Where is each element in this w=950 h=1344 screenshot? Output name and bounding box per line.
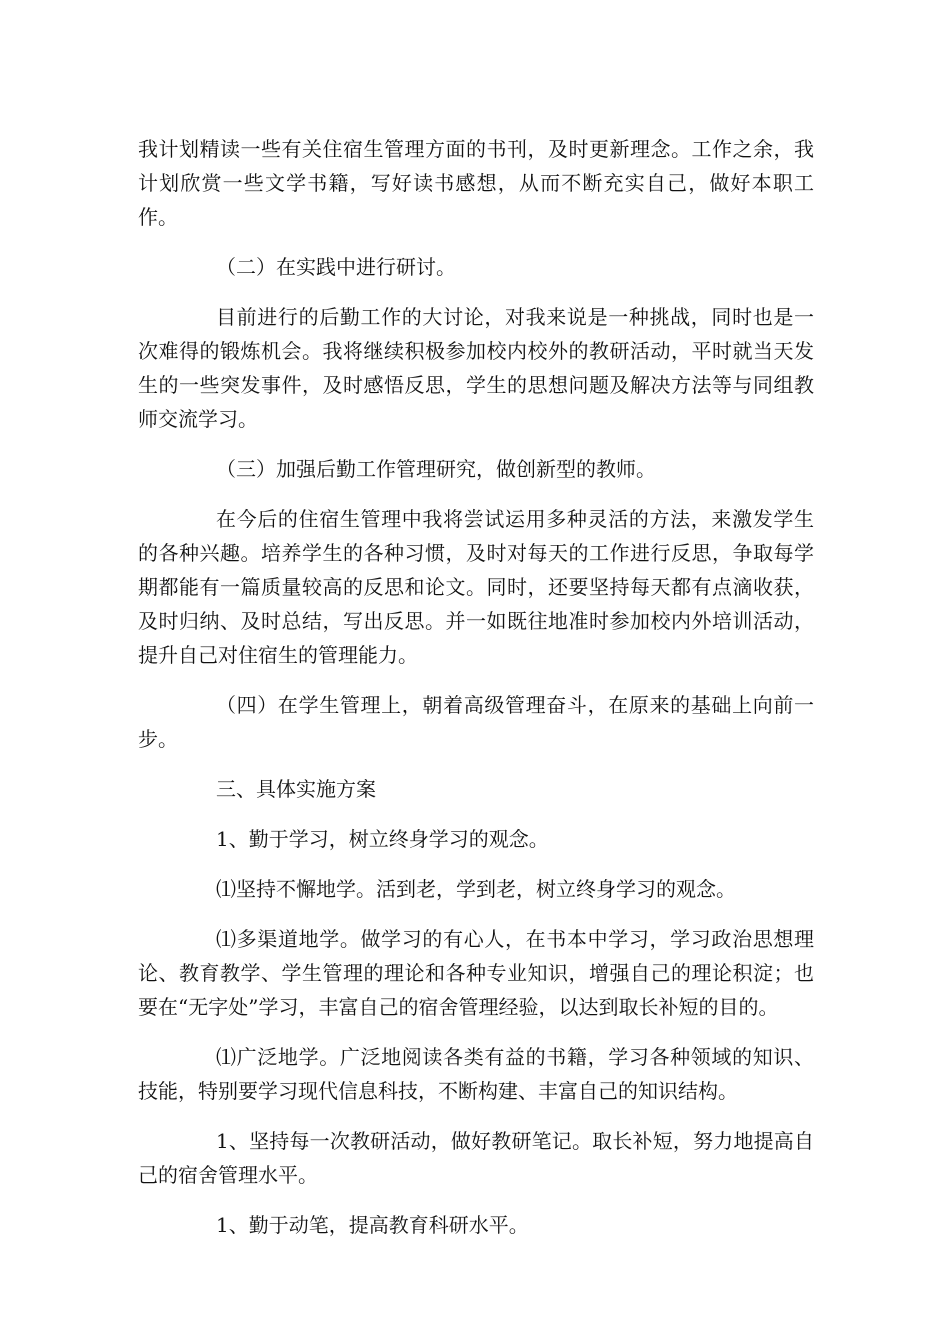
heading-practice-research: （二）在实践中进行研讨。 — [216, 255, 456, 279]
heading-student-management: （四）在学生管理上，朝着高级管理奋斗，在原来的基础上向前一步。 — [138, 693, 814, 751]
list-item-broad-learning: ⑴广泛地学。广泛地阅读各类有益的书籍，学习各种领域的知识、技能，特别要学习现代信息科技，不断构建、丰富自己的知识结构。 — [138, 1045, 814, 1103]
list-item-research-activities: 1、坚持每一次教研活动，做好教研笔记。取长补短，努力地提高自己的宿舍管理水平。 — [138, 1129, 814, 1187]
heading-logistics-management: （三）加强后勤工作管理研究，做创新型的教师。 — [216, 457, 656, 481]
list-item-persistent-learning: ⑴坚持不懈地学。活到老，学到老，树立终身学习的观念。 — [216, 877, 736, 901]
list-item-writing-research: 1、勤于动笔，提高教育科研水平。 — [216, 1213, 529, 1237]
paragraph-future-management: 在今后的住宿生管理中我将尝试运用多种灵活的方法，来激发学生的各种兴趣。培养学生的各种习惯，及时对每天的工作进行反思，争取每学期都能有一篇质量较高的反思和论文。同时，还要坚持每天都有点滴收获，及时归纳、及时总结，写出反思。并一如既往地准时参加校内外培训活动，提升自己对住宿生的管理能力。 — [138, 507, 814, 667]
section-heading-implementation: 三、具体实施方案 — [216, 777, 376, 801]
list-item-diligent-study: 1、勤于学习，树立终身学习的观念。 — [216, 827, 549, 851]
document-body — [138, 132, 814, 1242]
paragraph-logistics-discussion: 目前进行的后勤工作的大讨论，对我来说是一种挑战，同时也是一次难得的锻炼机会。我将继续积极参加校内校外的教研活动，平时就当天发生的一些突发事件，及时感悟反思，学生的思想问题及解决方法等与同组教师交流学习。 — [138, 305, 814, 431]
list-item-multichannel-learning: ⑴多渠道地学。做学习的有心人，在书本中学习，学习政治思想理论、教育教学、学生管理的理论和各种专业知识，增强自己的理论积淀；也要在“无字处”学习，丰富自己的宿舍管理经验，以达到取长补短的目的。 — [138, 927, 814, 1019]
paragraph-reading-plan: 我计划精读一些有关住宿生管理方面的书刊，及时更新理念。工作之余，我计划欣赏一些文学书籍，写好读书感想，从而不断充实自己，做好本职工作。 — [138, 137, 814, 229]
